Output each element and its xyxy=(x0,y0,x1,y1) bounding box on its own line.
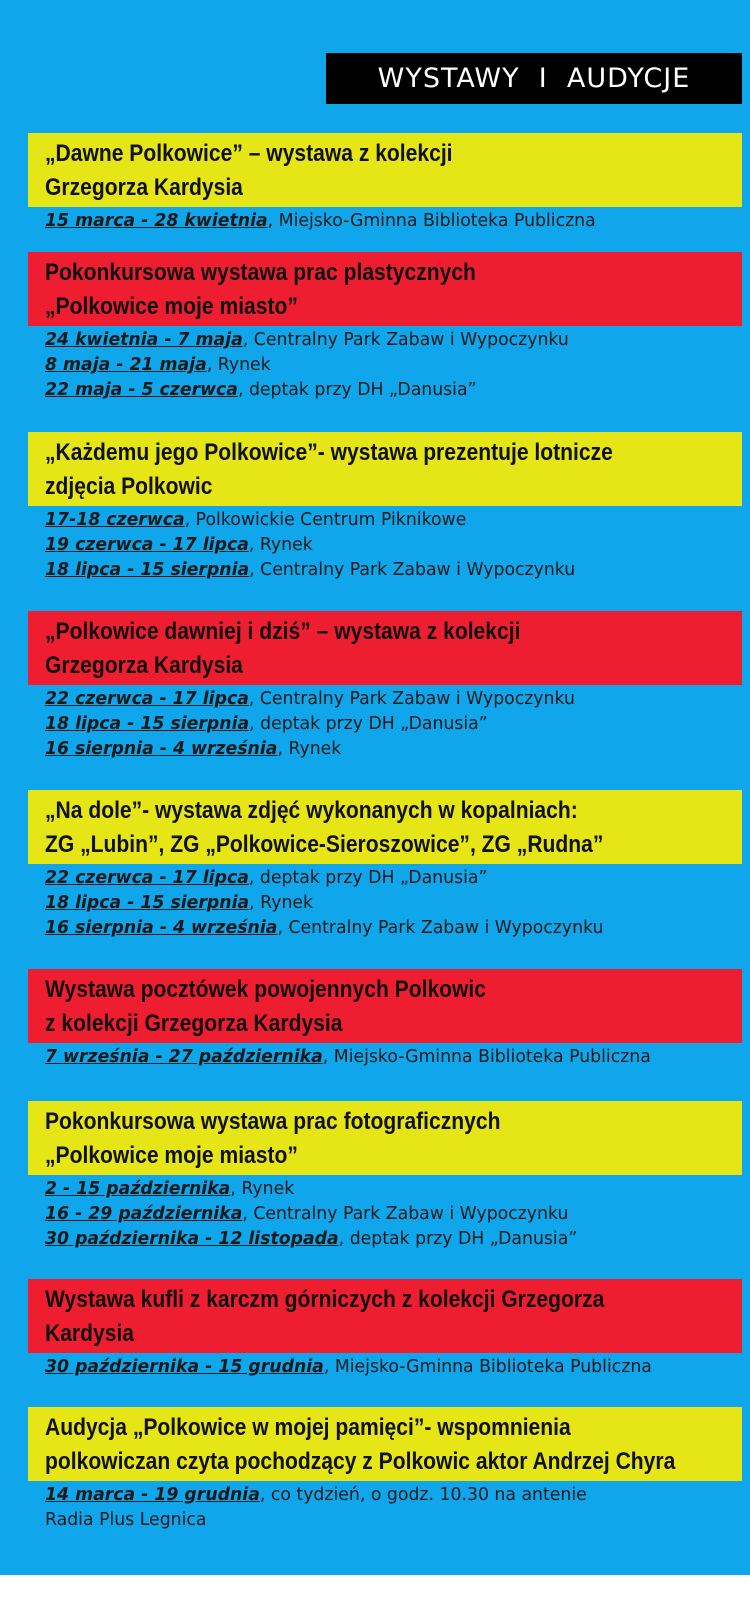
date-range: 30 października - 12 listopada xyxy=(45,1228,339,1249)
date-line xyxy=(45,507,722,532)
event-dates xyxy=(45,507,750,582)
date-range: 19 czerwca - 17 lipca xyxy=(45,534,249,555)
date-line xyxy=(45,377,722,402)
event-title-band xyxy=(28,252,742,326)
event-title-line: Pokonkursowa wystawa prac plastycznych xyxy=(45,259,476,286)
date-line xyxy=(45,1176,722,1201)
date-range: 16 - 29 października xyxy=(45,1203,243,1224)
event-title-line: polkowiczan czyta pochodzący z Polkowic aktor Andrzej Chyra xyxy=(45,1448,676,1475)
event-location: , Centralny Park Zabaw i Wypoczynku xyxy=(242,1203,569,1224)
event-location: , Miejsko-Gminna Biblioteka Publiczna xyxy=(323,1356,652,1377)
date-line xyxy=(45,711,722,736)
event-item xyxy=(0,432,750,582)
date-line xyxy=(45,865,722,890)
event-title-line: „Polkowice dawniej i dziś” – wystawa z kolekcji xyxy=(45,618,521,645)
event-title-band xyxy=(28,790,742,864)
date-range: 22 czerwca - 17 lipca xyxy=(45,688,249,709)
date-line xyxy=(45,686,722,711)
event-title-line: z kolekcji Grzegorza Kardysia xyxy=(45,1010,343,1037)
event-location: , Rynek xyxy=(249,892,314,913)
event-title-line: Grzegorza Kardysia xyxy=(45,174,243,201)
event-title-line: „Polkowice moje miasto” xyxy=(45,293,298,320)
event-title-band xyxy=(28,1101,742,1175)
date-line xyxy=(45,1482,722,1507)
date-line xyxy=(45,1354,722,1379)
event-title-line: Grzegorza Kardysia xyxy=(45,652,243,679)
date-range: 2 - 15 października xyxy=(45,1178,231,1199)
event-item xyxy=(0,1279,750,1379)
date-range: 8 maja - 21 maja xyxy=(45,354,207,375)
date-line xyxy=(45,208,722,233)
page-title: WYSTAWY I AUDYCJE xyxy=(326,53,742,104)
event-location: , Rynek xyxy=(206,354,271,375)
event-location: , deptak przy DH „Danusia” xyxy=(249,713,488,734)
date-range: 16 sierpnia - 4 września xyxy=(45,917,278,938)
event-location: , Centralny Park Zabaw i Wypoczynku xyxy=(248,688,575,709)
event-dates xyxy=(45,208,750,233)
event-title-line: „Każdemu jego Polkowice”- wystawa prezentuje lotnicze xyxy=(45,439,613,466)
event-location: , deptak przy DH „Danusia” xyxy=(338,1228,578,1249)
event-title-band xyxy=(28,969,742,1043)
event-title-line: zdjęcia Polkowic xyxy=(45,473,213,500)
date-line xyxy=(45,1201,722,1226)
date-line xyxy=(45,1044,722,1069)
event-location: , Centralny Park Zabaw i Wypoczynku xyxy=(249,559,576,580)
date-range: 17-18 czerwca xyxy=(45,509,185,530)
event-title-line: „Polkowice moje miasto” xyxy=(45,1142,298,1169)
event-location: , Centralny Park Zabaw i Wypoczynku xyxy=(242,329,569,350)
event-location: , co tydzień, o godz. 10.30 na antenie xyxy=(259,1484,587,1505)
event-title-line: ZG „Lubin”, ZG „Polkowice-Sieroszowice”, ZG „Rudna” xyxy=(45,831,604,858)
event-location: , Centralny Park Zabaw i Wypoczynku xyxy=(277,917,604,938)
event-location: , deptak przy DH „Danusia” xyxy=(248,867,488,888)
event-item xyxy=(0,969,750,1069)
date-range: 18 lipca - 15 sierpnia xyxy=(45,559,250,580)
event-dates xyxy=(45,865,750,940)
event-item xyxy=(0,1101,750,1251)
event-title-line: Wystawa pocztówek powojennych Polkowic xyxy=(45,976,487,1003)
event-location: , Rynek xyxy=(230,1178,295,1199)
event-location: , Rynek xyxy=(248,534,313,555)
date-line xyxy=(45,890,722,915)
date-line xyxy=(45,1226,722,1251)
event-dates xyxy=(45,1354,750,1379)
event-dates xyxy=(45,1176,750,1251)
event-title-line: Kardysia xyxy=(45,1320,135,1347)
date-range: 14 marca - 19 grudnia xyxy=(45,1484,260,1505)
date-line xyxy=(45,557,722,582)
date-line xyxy=(45,915,722,940)
date-line xyxy=(45,352,722,377)
event-title-line: „Na dole”- wystawa zdjęć wykonanych w kopalniach: xyxy=(45,797,578,824)
date-range: 30 października - 15 grudnia xyxy=(45,1356,324,1377)
event-location: , deptak przy DH „Danusia” xyxy=(237,379,477,400)
event-location: , Rynek xyxy=(277,738,342,759)
event-title-line: „Dawne Polkowice” – wystawa z kolekcji xyxy=(45,140,453,167)
date-range: 22 czerwca - 17 lipca xyxy=(45,867,249,888)
event-title-line: Audycja „Polkowice w mojej pamięci”- wspomnienia xyxy=(45,1414,571,1441)
event-title-band xyxy=(28,1407,742,1481)
event-location: Radia Plus Legnica xyxy=(45,1509,207,1530)
date-range: 16 sierpnia - 4 września xyxy=(45,738,278,759)
event-location: , Polkowickie Centrum Piknikowe xyxy=(184,509,467,530)
event-item xyxy=(0,790,750,940)
date-line xyxy=(45,736,722,761)
event-title-band xyxy=(28,432,742,506)
date-range: 15 marca - 28 kwietnia xyxy=(45,210,268,231)
event-dates xyxy=(45,1482,750,1532)
event-dates xyxy=(45,686,750,761)
event-item xyxy=(0,252,750,402)
date-line xyxy=(45,1507,722,1532)
event-title-band xyxy=(28,133,742,207)
event-dates xyxy=(45,327,750,402)
date-range: 18 lipca - 15 sierpnia xyxy=(45,713,250,734)
date-range: 22 maja - 5 czerwca xyxy=(45,379,238,400)
date-line xyxy=(45,327,722,352)
date-range: 7 września - 27 października xyxy=(45,1046,323,1067)
event-title-band xyxy=(28,611,742,685)
event-item xyxy=(0,611,750,761)
event-dates xyxy=(45,1044,750,1069)
event-title-line: Pokonkursowa wystawa prac fotograficznych xyxy=(45,1108,501,1135)
event-location: , Miejsko-Gminna Biblioteka Publiczna xyxy=(267,210,596,231)
event-location: , Miejsko-Gminna Biblioteka Publiczna xyxy=(322,1046,651,1067)
event-item xyxy=(0,1407,750,1532)
date-range: 24 kwietnia - 7 maja xyxy=(45,329,243,350)
event-title-band xyxy=(28,1279,742,1353)
event-title-line: Wystawa kufli z karczm górniczych z kolekcji Grzegorza xyxy=(45,1286,605,1313)
date-line xyxy=(45,532,722,557)
date-range: 18 lipca - 15 sierpnia xyxy=(45,892,250,913)
event-item xyxy=(0,133,750,233)
